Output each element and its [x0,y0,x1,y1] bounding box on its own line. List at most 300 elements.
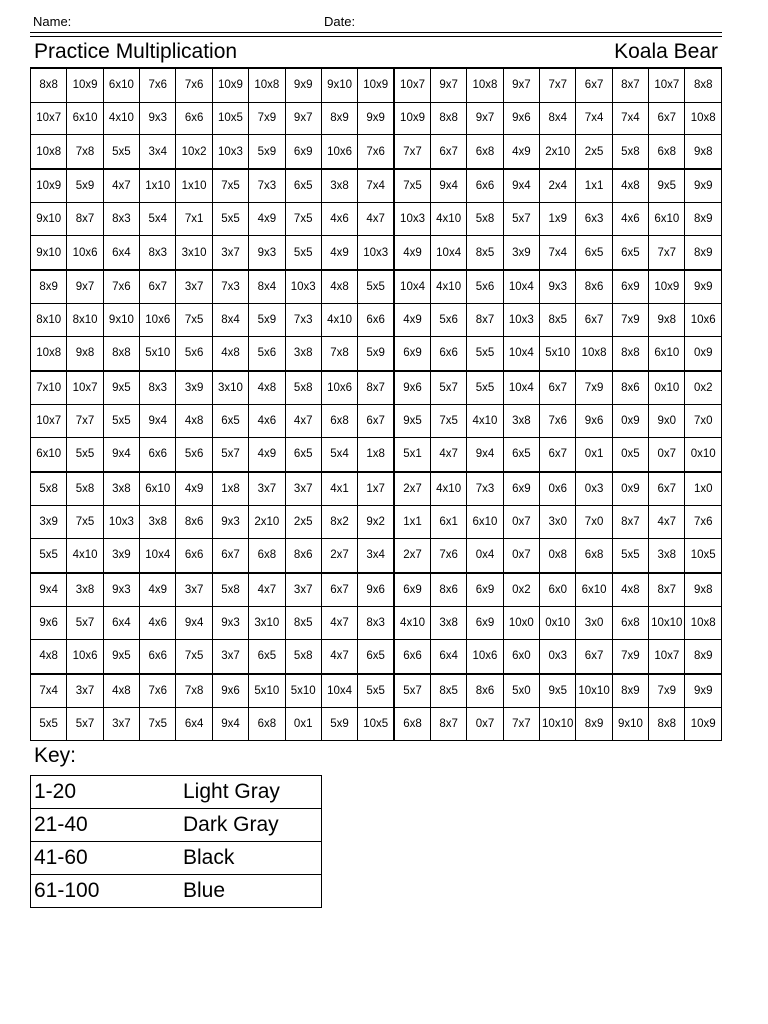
problem-cell[interactable]: 6x5 [612,236,648,270]
problem-cell[interactable]: 10x0 [503,607,539,640]
problem-cell[interactable]: 10x10 [540,708,576,741]
problem-cell[interactable]: 6x10 [140,472,176,506]
problem-cell[interactable]: 2x5 [576,135,612,169]
problem-cell[interactable]: 9x10 [103,304,139,337]
problem-cell[interactable]: 7x1 [176,203,212,236]
problem-cell[interactable]: 9x4 [176,607,212,640]
problem-cell[interactable]: 0x10 [649,371,685,405]
problem-cell[interactable]: 6x7 [576,68,612,102]
problem-cell[interactable]: 6x9 [467,573,503,607]
problem-cell[interactable]: 4x10 [430,203,466,236]
problem-cell[interactable]: 6x8 [321,405,357,438]
problem-cell[interactable]: 4x9 [394,304,430,337]
problem-cell[interactable]: 9x3 [140,102,176,135]
problem-cell[interactable]: 6x7 [321,573,357,607]
problem-cell[interactable]: 6x6 [467,169,503,203]
problem-cell[interactable]: 7x5 [176,639,212,673]
problem-cell[interactable]: 7x7 [649,236,685,270]
problem-cell[interactable]: 8x6 [176,506,212,539]
problem-cell[interactable]: 8x9 [685,236,722,270]
problem-cell[interactable]: 9x10 [612,708,648,741]
problem-cell[interactable]: 5x8 [285,371,321,405]
problem-cell[interactable]: 8x5 [540,304,576,337]
problem-cell[interactable]: 4x8 [103,674,139,708]
problem-cell[interactable]: 3x8 [67,573,103,607]
problem-cell[interactable]: 6x6 [358,304,394,337]
problem-cell[interactable]: 1x8 [358,438,394,472]
problem-cell[interactable]: 6x9 [394,337,430,371]
problem-cell[interactable]: 9x4 [503,169,539,203]
problem-cell[interactable]: 10x3 [212,135,248,169]
problem-cell[interactable]: 6x9 [285,135,321,169]
problem-cell[interactable]: 6x10 [67,102,103,135]
problem-cell[interactable]: 2x10 [249,506,285,539]
problem-cell[interactable]: 6x5 [285,438,321,472]
problem-cell[interactable]: 8x4 [540,102,576,135]
problem-cell[interactable]: 5x5 [103,405,139,438]
problem-cell[interactable]: 8x9 [612,674,648,708]
problem-cell[interactable]: 10x7 [31,102,67,135]
problem-cell[interactable]: 8x8 [685,68,722,102]
problem-cell[interactable]: 5x5 [31,539,67,573]
problem-cell[interactable]: 7x3 [249,169,285,203]
problem-cell[interactable]: 0x9 [612,405,648,438]
problem-cell[interactable]: 4x10 [430,270,466,304]
problem-cell[interactable]: 4x10 [394,607,430,640]
problem-cell[interactable]: 8x5 [467,236,503,270]
problem-cell[interactable]: 3x10 [249,607,285,640]
problem-cell[interactable]: 8x9 [576,708,612,741]
problem-cell[interactable]: 9x9 [285,68,321,102]
problem-cell[interactable]: 8x10 [67,304,103,337]
problem-cell[interactable]: 8x8 [612,337,648,371]
problem-cell[interactable]: 5x9 [67,169,103,203]
problem-cell[interactable]: 10x5 [212,102,248,135]
problem-cell[interactable]: 10x6 [467,639,503,673]
problem-cell[interactable]: 7x6 [103,270,139,304]
problem-cell[interactable]: 10x7 [649,639,685,673]
problem-cell[interactable]: 6x6 [394,639,430,673]
problem-cell[interactable]: 4x8 [612,169,648,203]
problem-cell[interactable]: 10x6 [321,371,357,405]
problem-cell[interactable]: 3x7 [67,674,103,708]
problem-cell[interactable]: 7x5 [212,169,248,203]
problem-cell[interactable]: 6x10 [649,203,685,236]
problem-cell[interactable]: 7x6 [685,506,722,539]
problem-cell[interactable]: 5x6 [176,438,212,472]
problem-cell[interactable]: 4x8 [31,639,67,673]
problem-cell[interactable]: 0x7 [503,506,539,539]
problem-cell[interactable]: 3x7 [176,573,212,607]
problem-cell[interactable]: 5x8 [467,203,503,236]
problem-cell[interactable]: 7x7 [540,68,576,102]
problem-cell[interactable]: 6x8 [612,607,648,640]
problem-cell[interactable]: 10x4 [503,337,539,371]
problem-cell[interactable]: 4x7 [321,607,357,640]
problem-cell[interactable]: 5x9 [249,135,285,169]
problem-cell[interactable]: 5x8 [285,639,321,673]
problem-cell[interactable]: 2x7 [321,539,357,573]
problem-cell[interactable]: 4x9 [249,438,285,472]
problem-cell[interactable]: 0x5 [612,438,648,472]
problem-cell[interactable]: 8x6 [612,371,648,405]
problem-cell[interactable]: 6x5 [249,639,285,673]
problem-cell[interactable]: 7x3 [285,304,321,337]
problem-cell[interactable]: 3x7 [249,472,285,506]
problem-cell[interactable]: 9x3 [540,270,576,304]
problem-cell[interactable]: 8x3 [103,203,139,236]
problem-cell[interactable]: 3x9 [176,371,212,405]
problem-cell[interactable]: 10x3 [103,506,139,539]
problem-cell[interactable]: 0x9 [612,472,648,506]
problem-cell[interactable]: 7x8 [67,135,103,169]
problem-cell[interactable]: 6x5 [503,438,539,472]
problem-cell[interactable]: 4x10 [430,472,466,506]
problem-cell[interactable]: 4x7 [285,405,321,438]
problem-cell[interactable]: 7x7 [394,135,430,169]
problem-cell[interactable]: 10x7 [67,371,103,405]
problem-cell[interactable]: 9x10 [321,68,357,102]
problem-cell[interactable]: 6x5 [212,405,248,438]
problem-cell[interactable]: 10x3 [358,236,394,270]
problem-cell[interactable]: 10x3 [285,270,321,304]
problem-cell[interactable]: 7x9 [649,674,685,708]
problem-cell[interactable]: 3x8 [503,405,539,438]
problem-cell[interactable]: 3x8 [140,506,176,539]
problem-cell[interactable]: 6x8 [467,135,503,169]
problem-cell[interactable]: 4x9 [176,472,212,506]
problem-cell[interactable]: 7x6 [540,405,576,438]
problem-cell[interactable]: 6x6 [176,102,212,135]
problem-cell[interactable]: 3x7 [285,573,321,607]
problem-cell[interactable]: 6x4 [430,639,466,673]
problem-cell[interactable]: 5x6 [430,304,466,337]
problem-cell[interactable]: 5x9 [249,304,285,337]
problem-cell[interactable]: 6x10 [103,68,139,102]
problem-cell[interactable]: 9x4 [103,438,139,472]
problem-cell[interactable]: 9x6 [394,371,430,405]
problem-cell[interactable]: 6x4 [176,708,212,741]
problem-cell[interactable]: 10x3 [394,203,430,236]
problem-cell[interactable]: 6x10 [31,438,67,472]
problem-cell[interactable]: 0x8 [540,539,576,573]
problem-cell[interactable]: 6x8 [649,135,685,169]
problem-cell[interactable]: 9x8 [685,135,722,169]
problem-cell[interactable]: 9x9 [358,102,394,135]
problem-cell[interactable]: 9x5 [649,169,685,203]
problem-cell[interactable]: 6x4 [103,607,139,640]
problem-cell[interactable]: 0x10 [540,607,576,640]
problem-cell[interactable]: 6x3 [576,203,612,236]
problem-cell[interactable]: 6x0 [540,573,576,607]
problem-cell[interactable]: 8x8 [31,68,67,102]
problem-cell[interactable]: 4x8 [249,371,285,405]
problem-cell[interactable]: 4x9 [249,203,285,236]
problem-cell[interactable]: 5x10 [285,674,321,708]
problem-cell[interactable]: 3x7 [103,708,139,741]
problem-cell[interactable]: 5x5 [67,438,103,472]
problem-cell[interactable]: 0x7 [649,438,685,472]
problem-cell[interactable]: 3x7 [285,472,321,506]
problem-cell[interactable]: 0x6 [540,472,576,506]
problem-cell[interactable]: 1x9 [540,203,576,236]
problem-cell[interactable]: 9x8 [67,337,103,371]
problem-cell[interactable]: 8x8 [430,102,466,135]
problem-cell[interactable]: 9x3 [103,573,139,607]
problem-cell[interactable]: 5x7 [394,674,430,708]
problem-cell[interactable]: 6x10 [649,337,685,371]
problem-cell[interactable]: 8x6 [285,539,321,573]
problem-cell[interactable]: 10x8 [31,135,67,169]
problem-cell[interactable]: 4x7 [430,438,466,472]
problem-cell[interactable]: 10x6 [321,135,357,169]
problem-cell[interactable]: 3x7 [212,236,248,270]
problem-cell[interactable]: 6x8 [394,708,430,741]
problem-cell[interactable]: 10x9 [358,68,394,102]
problem-cell[interactable]: 8x9 [685,639,722,673]
problem-cell[interactable]: 9x9 [685,270,722,304]
problem-cell[interactable]: 1x7 [358,472,394,506]
problem-cell[interactable]: 6x5 [285,169,321,203]
problem-cell[interactable]: 8x7 [612,68,648,102]
problem-cell[interactable]: 6x8 [249,539,285,573]
problem-cell[interactable]: 7x7 [503,708,539,741]
problem-cell[interactable]: 5x4 [140,203,176,236]
problem-cell[interactable]: 7x8 [321,337,357,371]
problem-cell[interactable]: 5x5 [612,539,648,573]
problem-cell[interactable]: 9x10 [31,236,67,270]
problem-cell[interactable]: 10x3 [503,304,539,337]
problem-cell[interactable]: 8x6 [576,270,612,304]
problem-cell[interactable]: 7x4 [612,102,648,135]
problem-cell[interactable]: 9x7 [430,68,466,102]
problem-cell[interactable]: 7x10 [31,371,67,405]
problem-cell[interactable]: 6x7 [140,270,176,304]
problem-cell[interactable]: 7x0 [576,506,612,539]
problem-cell[interactable]: 10x8 [249,68,285,102]
problem-cell[interactable]: 6x6 [176,539,212,573]
problem-cell[interactable]: 7x5 [430,405,466,438]
problem-cell[interactable]: 4x6 [249,405,285,438]
problem-cell[interactable]: 5x7 [503,203,539,236]
problem-cell[interactable]: 10x5 [685,539,722,573]
problem-cell[interactable]: 4x7 [103,169,139,203]
problem-cell[interactable]: 8x7 [649,573,685,607]
problem-cell[interactable]: 7x0 [685,405,722,438]
problem-cell[interactable]: 3x4 [140,135,176,169]
problem-cell[interactable]: 9x3 [212,607,248,640]
problem-cell[interactable]: 0x4 [467,539,503,573]
problem-cell[interactable]: 3x8 [649,539,685,573]
problem-cell[interactable]: 3x9 [103,539,139,573]
problem-cell[interactable]: 9x4 [430,169,466,203]
problem-cell[interactable]: 7x9 [612,639,648,673]
problem-cell[interactable]: 8x5 [285,607,321,640]
problem-cell[interactable]: 8x6 [467,674,503,708]
problem-cell[interactable]: 10x9 [67,68,103,102]
problem-cell[interactable]: 5x7 [67,607,103,640]
problem-cell[interactable]: 0x1 [285,708,321,741]
problem-cell[interactable]: 4x7 [249,573,285,607]
problem-cell[interactable]: 7x9 [612,304,648,337]
problem-cell[interactable]: 9x6 [31,607,67,640]
problem-cell[interactable]: 10x9 [649,270,685,304]
problem-cell[interactable]: 4x8 [176,405,212,438]
problem-cell[interactable]: 8x4 [249,270,285,304]
problem-cell[interactable]: 0x1 [576,438,612,472]
problem-cell[interactable]: 4x10 [467,405,503,438]
problem-cell[interactable]: 2x10 [540,135,576,169]
problem-cell[interactable]: 1x10 [140,169,176,203]
problem-cell[interactable]: 10x8 [685,607,722,640]
problem-cell[interactable]: 9x5 [394,405,430,438]
problem-cell[interactable]: 8x7 [67,203,103,236]
problem-cell[interactable]: 2x4 [540,169,576,203]
problem-cell[interactable]: 1x8 [212,472,248,506]
problem-cell[interactable]: 7x6 [140,68,176,102]
problem-cell[interactable]: 2x7 [394,539,430,573]
problem-cell[interactable]: 6x7 [540,438,576,472]
problem-cell[interactable]: 7x6 [358,135,394,169]
problem-cell[interactable]: 7x5 [285,203,321,236]
problem-cell[interactable]: 3x7 [212,639,248,673]
problem-cell[interactable]: 7x6 [430,539,466,573]
problem-cell[interactable]: 6x1 [430,506,466,539]
problem-cell[interactable]: 7x6 [140,674,176,708]
problem-cell[interactable]: 0x10 [685,438,722,472]
problem-cell[interactable]: 1x10 [176,169,212,203]
problem-cell[interactable]: 9x6 [358,573,394,607]
problem-cell[interactable]: 3x8 [285,337,321,371]
problem-cell[interactable]: 7x3 [212,270,248,304]
problem-cell[interactable]: 5x6 [249,337,285,371]
problem-cell[interactable]: 10x4 [394,270,430,304]
problem-cell[interactable]: 6x9 [467,607,503,640]
problem-cell[interactable]: 4x7 [321,639,357,673]
problem-cell[interactable]: 7x3 [467,472,503,506]
problem-cell[interactable]: 10x4 [503,371,539,405]
problem-cell[interactable]: 6x7 [430,135,466,169]
problem-cell[interactable]: 6x10 [576,573,612,607]
problem-cell[interactable]: 8x6 [430,573,466,607]
problem-cell[interactable]: 4x6 [140,607,176,640]
problem-cell[interactable]: 4x7 [358,203,394,236]
problem-cell[interactable]: 5x10 [249,674,285,708]
problem-cell[interactable]: 7x6 [176,68,212,102]
problem-cell[interactable]: 10x8 [31,337,67,371]
problem-cell[interactable]: 1x0 [685,472,722,506]
problem-cell[interactable]: 6x10 [467,506,503,539]
problem-cell[interactable]: 7x9 [249,102,285,135]
problem-cell[interactable]: 10x6 [140,304,176,337]
problem-cell[interactable]: 7x5 [67,506,103,539]
problem-cell[interactable]: 7x5 [176,304,212,337]
problem-cell[interactable]: 3x8 [321,169,357,203]
problem-cell[interactable]: 1x1 [394,506,430,539]
problem-cell[interactable]: 5x8 [612,135,648,169]
problem-cell[interactable]: 2x5 [285,506,321,539]
problem-cell[interactable]: 7x4 [540,236,576,270]
problem-cell[interactable]: 6x7 [212,539,248,573]
problem-cell[interactable]: 9x2 [358,506,394,539]
problem-cell[interactable]: 6x9 [394,573,430,607]
problem-cell[interactable]: 10x6 [67,639,103,673]
problem-cell[interactable]: 3x0 [576,607,612,640]
problem-cell[interactable]: 4x9 [140,573,176,607]
problem-cell[interactable]: 7x4 [576,102,612,135]
problem-cell[interactable]: 4x10 [67,539,103,573]
problem-cell[interactable]: 6x5 [358,639,394,673]
problem-cell[interactable]: 10x7 [31,405,67,438]
problem-cell[interactable]: 3x7 [176,270,212,304]
problem-cell[interactable]: 4x7 [649,506,685,539]
problem-cell[interactable]: 9x3 [249,236,285,270]
problem-cell[interactable]: 8x7 [430,708,466,741]
problem-cell[interactable]: 10x6 [67,236,103,270]
problem-cell[interactable]: 8x5 [430,674,466,708]
problem-cell[interactable]: 10x9 [212,68,248,102]
problem-cell[interactable]: 7x4 [31,674,67,708]
problem-cell[interactable]: 6x8 [576,539,612,573]
problem-cell[interactable]: 7x7 [67,405,103,438]
problem-cell[interactable]: 4x10 [103,102,139,135]
problem-cell[interactable]: 10x4 [321,674,357,708]
problem-cell[interactable]: 9x4 [212,708,248,741]
problem-cell[interactable]: 0x3 [540,639,576,673]
problem-cell[interactable]: 5x8 [67,472,103,506]
problem-cell[interactable]: 4x6 [321,203,357,236]
problem-cell[interactable]: 10x2 [176,135,212,169]
problem-cell[interactable]: 6x7 [540,371,576,405]
problem-cell[interactable]: 5x9 [358,337,394,371]
problem-cell[interactable]: 6x5 [576,236,612,270]
problem-cell[interactable]: 10x8 [685,102,722,135]
problem-cell[interactable]: 8x7 [612,506,648,539]
problem-cell[interactable]: 9x10 [31,203,67,236]
problem-cell[interactable]: 5x5 [31,708,67,741]
problem-cell[interactable]: 8x3 [140,236,176,270]
problem-cell[interactable]: 0x3 [576,472,612,506]
problem-cell[interactable]: 4x9 [321,236,357,270]
problem-cell[interactable]: 6x9 [612,270,648,304]
problem-cell[interactable]: 7x9 [576,371,612,405]
problem-cell[interactable]: 9x6 [576,405,612,438]
problem-cell[interactable]: 6x7 [576,304,612,337]
problem-cell[interactable]: 6x7 [649,102,685,135]
problem-cell[interactable]: 10x4 [140,539,176,573]
problem-cell[interactable]: 5x6 [176,337,212,371]
problem-cell[interactable]: 4x6 [612,203,648,236]
problem-cell[interactable]: 5x9 [321,708,357,741]
problem-cell[interactable]: 3x8 [103,472,139,506]
problem-cell[interactable]: 6x7 [649,472,685,506]
problem-cell[interactable]: 9x7 [503,68,539,102]
problem-cell[interactable]: 3x9 [31,506,67,539]
problem-cell[interactable]: 5x5 [358,270,394,304]
problem-cell[interactable]: 9x8 [649,304,685,337]
problem-cell[interactable]: 5x10 [140,337,176,371]
problem-cell[interactable]: 10x8 [576,337,612,371]
problem-cell[interactable]: 9x7 [467,102,503,135]
problem-cell[interactable]: 5x7 [67,708,103,741]
problem-cell[interactable]: 9x5 [540,674,576,708]
problem-cell[interactable]: 4x9 [394,236,430,270]
problem-cell[interactable]: 10x8 [467,68,503,102]
problem-cell[interactable]: 10x5 [358,708,394,741]
problem-cell[interactable]: 7x5 [394,169,430,203]
problem-cell[interactable]: 5x5 [467,337,503,371]
problem-cell[interactable]: 7x5 [140,708,176,741]
